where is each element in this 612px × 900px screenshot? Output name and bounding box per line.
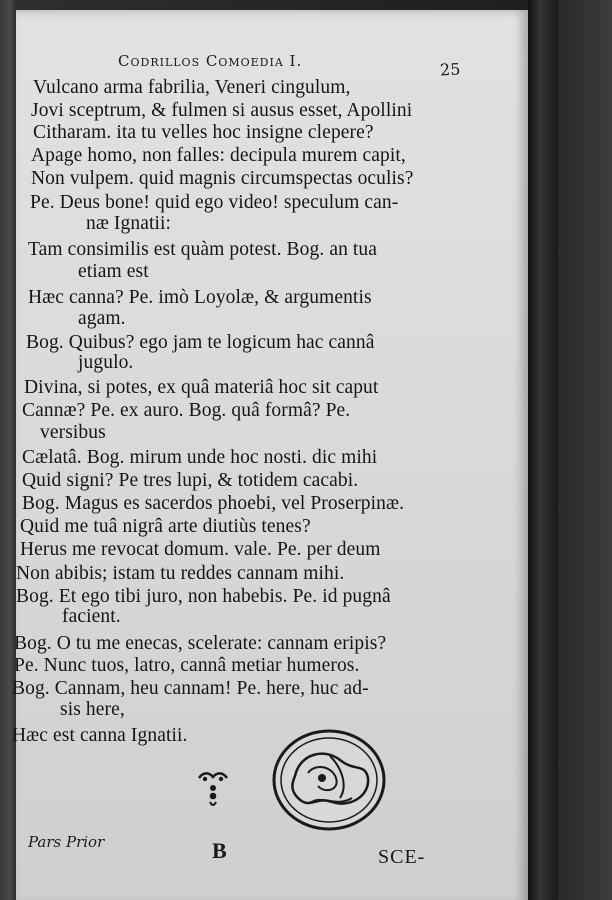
text-line: Citharam. ita tu velles hoc insigne clepere?	[33, 122, 374, 143]
text-line: Jovi sceptrum, & fulmen si ausus esset, Apollini	[31, 100, 413, 121]
text-line: Herus me revocat domum. vale. Pe. per deum	[20, 539, 381, 560]
text-line: Bog. O tu me enecas, scelerate: cannam eripis?	[14, 633, 387, 654]
text-line: facient.	[62, 606, 121, 627]
text-line: Pe. Deus bone! quid ego video! speculum can-	[30, 192, 399, 213]
text-line: Bog. Quibus? ego jam te logicum hac cannâ	[26, 332, 375, 353]
page-number: 25	[439, 59, 461, 80]
text-line: versibus	[40, 422, 106, 443]
text-line: Vulcano arma fabrilia, Veneri cingulum,	[33, 77, 351, 98]
text-line: Non abibis; istam tu reddes cannam mihi.	[16, 563, 345, 584]
text-line: Tam consimilis est quàm potest. Bog. an tua	[28, 239, 378, 260]
text-line: agam.	[78, 308, 126, 329]
text-line: Cælatâ. Bog. mirum unde hoc nosti. dic mihi	[22, 447, 378, 468]
running-title: Codrillos Comoedia I.	[118, 52, 303, 70]
text-line: næ Ignatii:	[86, 213, 172, 234]
text-line: Bog. Cannam, heu cannam! Pe. here, huc ad-	[12, 678, 369, 699]
text-line: Divina, si potes, ex quâ materiâ hoc sit caput	[24, 377, 379, 398]
text-line: Bog. Magus es sacerdos phoebi, vel Proserpinæ.	[22, 493, 405, 514]
text-line: Bog. Et ego tibi juro, non habebis. Pe. id pugnâ	[16, 586, 391, 607]
text-line: jugulo.	[78, 352, 134, 373]
catchword: SCE-	[378, 846, 426, 868]
text-line: Cannæ? Pe. ex auro. Bog. quâ formâ? Pe.	[22, 400, 351, 421]
text-line: Quid me tuâ nigrâ arte diutiùs tenes?	[20, 516, 311, 537]
fleuron-icon	[193, 770, 233, 810]
text-line: Quid signi? Pe tres lupi, & totidem cacabi.	[22, 470, 359, 491]
part-note: Pars Prior	[28, 833, 105, 851]
text-line: Pe. Nunc tuos, latro, cannâ metiar humeros.	[14, 655, 360, 676]
text-line: Non vulpem. quid magnis circumspectas oculis?	[31, 168, 414, 189]
text-line: Hæc canna? Pe. imò Loyolæ, & argumentis	[28, 287, 372, 308]
text-line: Apage homo, non falles: decipula murem capit,	[31, 145, 406, 166]
signature-mark: B	[212, 838, 227, 863]
text-line: sis here,	[60, 699, 125, 720]
text-line: Hæc est canna Ignatii.	[12, 725, 188, 746]
text-line: etiam est	[78, 261, 149, 282]
library-stamp-icon	[270, 728, 388, 832]
